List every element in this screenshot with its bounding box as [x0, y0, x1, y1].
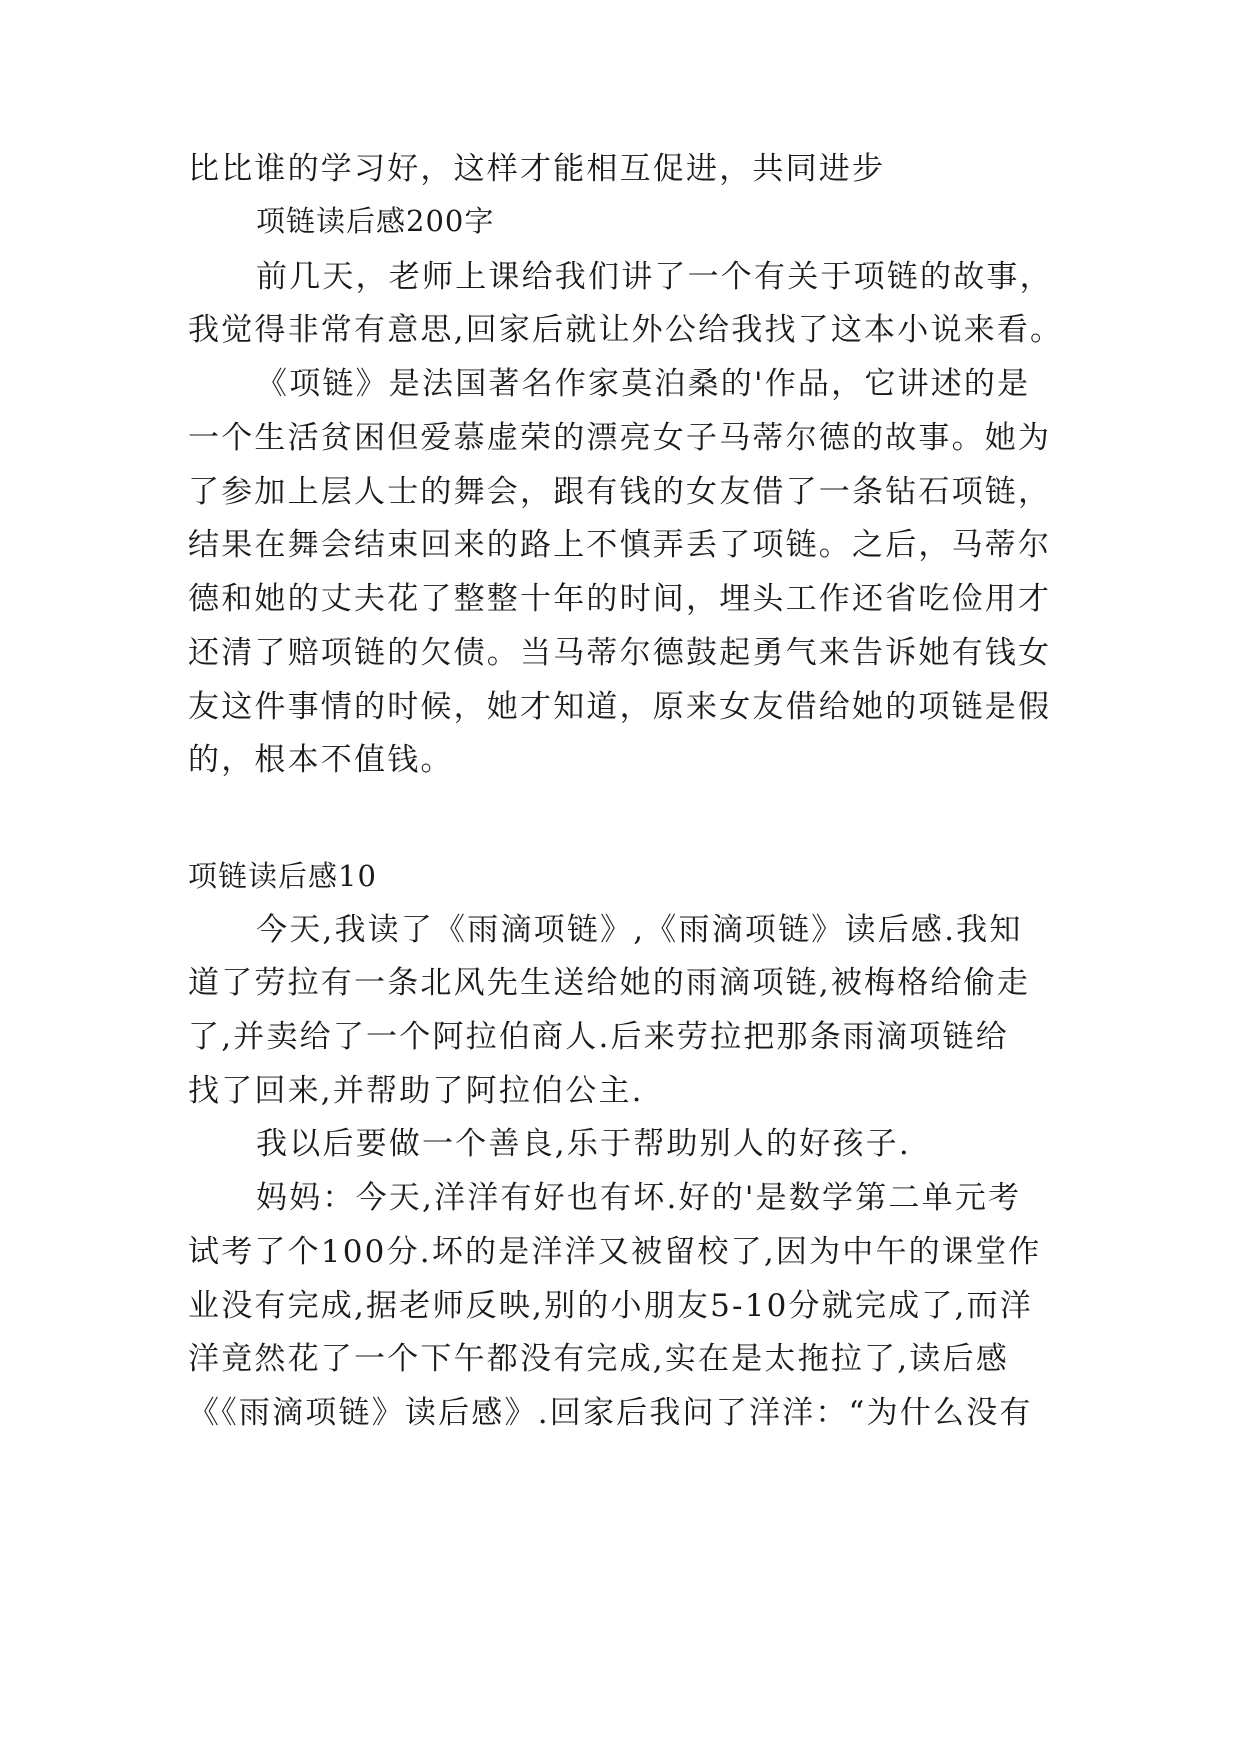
paragraph-line: 结果在舞会结束回来的路上不慎弄丢了项链。之后，马蒂尔: [188, 527, 1052, 563]
paragraph-line: 妈妈：今天,洋洋有好也有坏.好的'是数学第二单元考: [256, 1180, 1022, 1216]
paragraph-line: 洋竟然花了一个下午都没有完成,实在是太拖拉了,读后感: [188, 1341, 1009, 1377]
section-heading: 项链读后感200字: [256, 204, 495, 238]
paragraph-line: 试考了个100分.坏的是洋洋又被留校了,因为中午的课堂作: [188, 1234, 1042, 1270]
paragraph-line: 业没有完成,据老师反映,别的小朋友5-10分就完成了,而洋: [188, 1288, 1034, 1324]
paragraph-line: 前几天，老师上课给我们讲了一个有关于项链的故事，: [256, 259, 1053, 295]
paragraph-line: 我觉得非常有意思,回家后就让外公给我找了这本小说来看。: [188, 312, 1064, 348]
paragraph-line: 比比谁的学习好，这样才能相互促进，共同进步: [188, 151, 886, 187]
paragraph-line: 《项链》是法国著名作家莫泊桑的'作品，它讲述的是: [256, 366, 1031, 402]
paragraph-line: 道了劳拉有一条北风先生送给她的雨滴项链,被梅格给偷走: [188, 965, 1031, 1001]
paragraph-line: 《《雨滴项链》读后感》.回家后我问了洋洋：“为什么没有: [188, 1395, 1033, 1431]
paragraph-line: 德和她的丈夫花了整整十年的时间，埋头工作还省吃俭用才: [188, 581, 1052, 617]
paragraph-line: 今天,我读了《雨滴项链》,《雨滴项链》读后感.我知: [256, 912, 1023, 948]
paragraph-line: 我以后要做一个善良,乐于帮助别人的好孩子.: [256, 1126, 911, 1162]
section-heading: 项链读后感10: [188, 859, 377, 893]
paragraph-line: 友这件事情的时候，她才知道，原来女友借给她的项链是假: [188, 689, 1052, 725]
paragraph-line: 了,并卖给了一个阿拉伯商人.后来劳拉把那条雨滴项链给: [188, 1019, 1009, 1055]
paragraph-line: 找了回来,并帮助了阿拉伯公主.: [188, 1073, 644, 1109]
paragraph-line: 还清了赔项链的欠债。当马蒂尔德鼓起勇气来告诉她有钱女: [188, 635, 1052, 671]
paragraph-line: 一个生活贫困但爱慕虚荣的漂亮女子马蒂尔德的故事。她为: [188, 420, 1052, 456]
paragraph-line: 的，根本不值钱。: [188, 742, 454, 778]
paragraph-line: 了参加上层人士的舞会，跟有钱的女友借了一条钻石项链，: [188, 474, 1052, 510]
